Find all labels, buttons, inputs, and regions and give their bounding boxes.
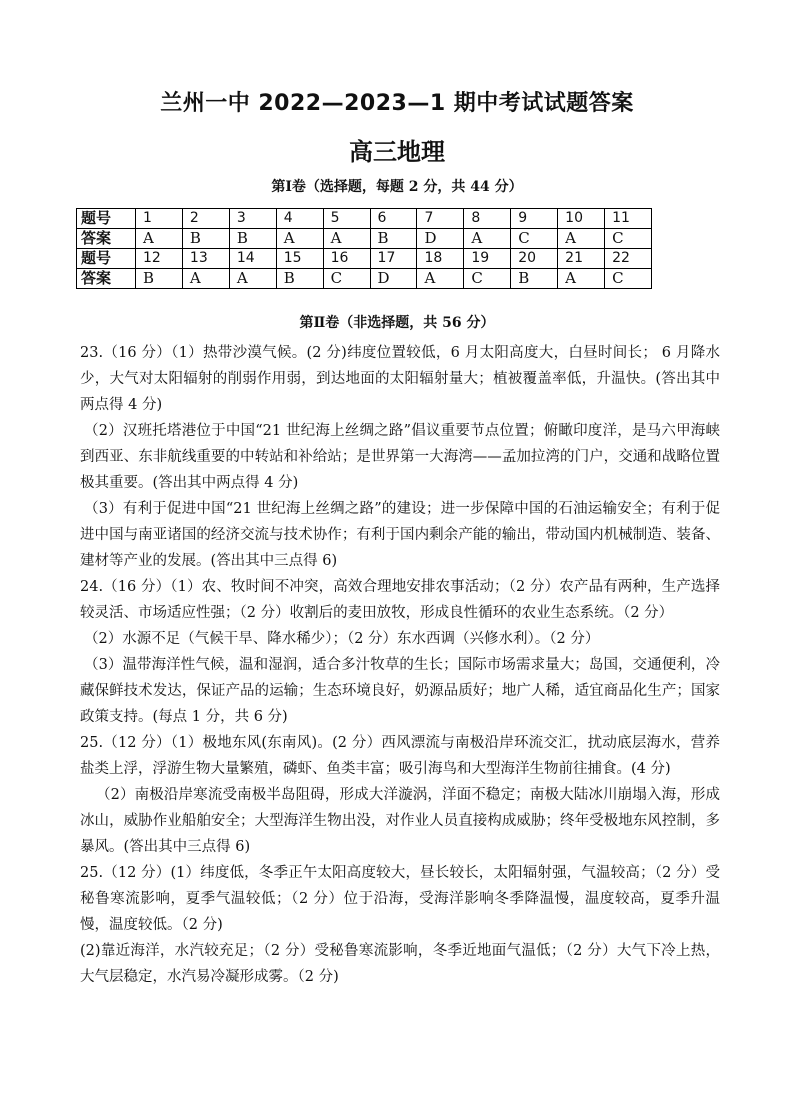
row-header: 题号 [77,249,136,269]
question-number-cell: 21 [558,249,605,269]
question-number-cell: 12 [136,249,183,269]
question-number-cell: 14 [229,249,276,269]
answer-cell: B [182,229,229,249]
row-header: 答案 [77,229,136,249]
question-number-cell: 4 [276,209,323,229]
question-number-cell: 10 [558,209,605,229]
answer-cell: B [136,269,183,289]
question-number-cell: 13 [182,249,229,269]
answer-cell: A [276,229,323,249]
question-number-row [77,209,652,229]
answer-paragraph: （2）汉班托塔港位于中国“21 世纪海上丝绸之路”倡议重要节点位置；俯瞰印度洋，是马六甲海峡到西亚、东非航线重要的中转站和补给站；是世界第一大海湾——孟加拉湾的门户，交通和战略位置极其重要。(答出其中两点得 4 分) [80,423,720,491]
answer-cell: A [229,269,276,289]
answer-body [80,340,720,990]
question-number-cell: 22 [605,249,652,269]
question-number-cell: 3 [229,209,276,229]
question-number-cell: 6 [370,209,417,229]
answer-paragraph: （3）有利于促进中国“21 世纪海上丝绸之路”的建设；进一步保障中国的石油运输安全；有利于促进中国与南亚诸国的经济交流与技术协作；有利于国内剩余产能的输出，带动国内机械制造、装备、建材等产业的发展。(答出其中三点得 6) [80,501,720,569]
question-number-cell: 19 [464,249,511,269]
answer-row [77,229,652,249]
answer-cell: B [370,229,417,249]
answer-cell: C [323,269,370,289]
answer-cell: C [605,229,652,249]
answer-paragraph: （2）水源不足（气候干旱、降水稀少）；（2 分）东水西调（兴修水利）。（2 分） [84,631,600,647]
question-number-cell: 11 [605,209,652,229]
answer-cell: D [370,269,417,289]
answer-cell: A [136,229,183,249]
answer-cell: C [464,269,511,289]
document-title: 兰州一中 2022—2023—1 期中考试试题答案 [160,91,634,116]
row-header: 题号 [77,209,136,229]
answer-cell: B [276,269,323,289]
question-number-cell: 16 [323,249,370,269]
answer-paragraph: 25.（12 分）(1）纬度低，冬季正午太阳高度较大，昼长较长，太阳辐射强，气温较高；（2 分）受秘鲁寒流影响，夏季气温较低；（2 分）位于沿海，受海洋影响冬季降温慢，温度较高，夏季升温慢，温度较低。（2 分) [80,865,720,933]
answer-row [77,269,652,289]
question-number-cell: 17 [370,249,417,269]
question-number-cell: 15 [276,249,323,269]
question-number-cell: 2 [182,209,229,229]
question-number-cell: 7 [417,209,464,229]
answer-paragraph: 24.（16 分）（1）农、牧时间不冲突，高效合理地安排农事活动；（2 分）农产品有两种，生产选择较灵活、市场适应性强；（2 分）收割后的麦田放牧，形成良性循环的农业生态系统。（2 分） [80,579,720,621]
answer-cell: C [605,269,652,289]
answer-cell: A [464,229,511,249]
document-subtitle: 高三地理 [349,138,445,166]
question-number-row [77,249,652,269]
section-one-heading: 第Ⅰ卷（选择题，每题 2 分，共 44 分） [271,179,523,195]
question-number-cell: 1 [136,209,183,229]
answer-paragraph: （3）温带海洋性气候，温和湿润，适合多汁牧草的生长；国际市场需求量大；岛国，交通便利，冷藏保鲜技术发达，保证产品的运输；生态环境良好，奶源品质好；地广人稀，适宜商品化生产；国家政策支持。(每点 1 分，共 6 分) [80,657,720,725]
answer-paragraph: (2)靠近海洋，水汽较充足；（2 分）受秘鲁寒流影响，冬季近地面气温低；（2 分）大气下冷上热，大气层稳定，水汽易冷凝形成雾。（2 分) [80,943,720,985]
answer-cell: A [182,269,229,289]
answer-cell: A [558,229,605,249]
answer-cell: B [511,269,558,289]
answer-paragraph: （2）南极沿岸寒流受南极半岛阻碍，形成大洋漩涡，洋面不稳定；南极大陆冰川崩塌入海，形成冰山，威胁作业船舶安全；大型海洋生物出没，对作业人员直接构成威胁；终年受极地东风控制，多暴风。(答出其中三点得 6) [80,787,720,855]
row-header: 答案 [77,269,136,289]
answer-cell: A [323,229,370,249]
section-two-heading: 第Ⅱ卷（非选择题，共 56 分） [299,315,495,331]
answer-cell: A [417,269,464,289]
question-number-cell: 9 [511,209,558,229]
question-number-cell: 5 [323,209,370,229]
answer-cell: B [229,229,276,249]
question-number-cell: 20 [511,249,558,269]
question-number-cell: 8 [464,209,511,229]
answer-cell: C [511,229,558,249]
answer-paragraph: 23.（16 分）（1）热带沙漠气候。(2 分)纬度位置较低，6 月太阳高度大，白昼时间长； 6 月降水少，大气对太阳辐射的削弱作用弱，到达地面的太阳辐射量大；植被覆盖率低，升温快。(答出其中两点得 4 分) [80,345,720,413]
answer-cell: A [558,269,605,289]
answer-cell: D [417,229,464,249]
answer-paragraph: 25.（12 分）（1）极地东风(东南风)。(2 分）西风漂流与南极沿岸环流交汇，扰动底层海水，营养盐类上浮，浮游生物大量繁殖，磷虾、鱼类丰富；吸引海鸟和大型海洋生物前往捕食。(4 分) [80,735,720,777]
question-number-cell: 18 [417,249,464,269]
answer-table [76,208,652,289]
